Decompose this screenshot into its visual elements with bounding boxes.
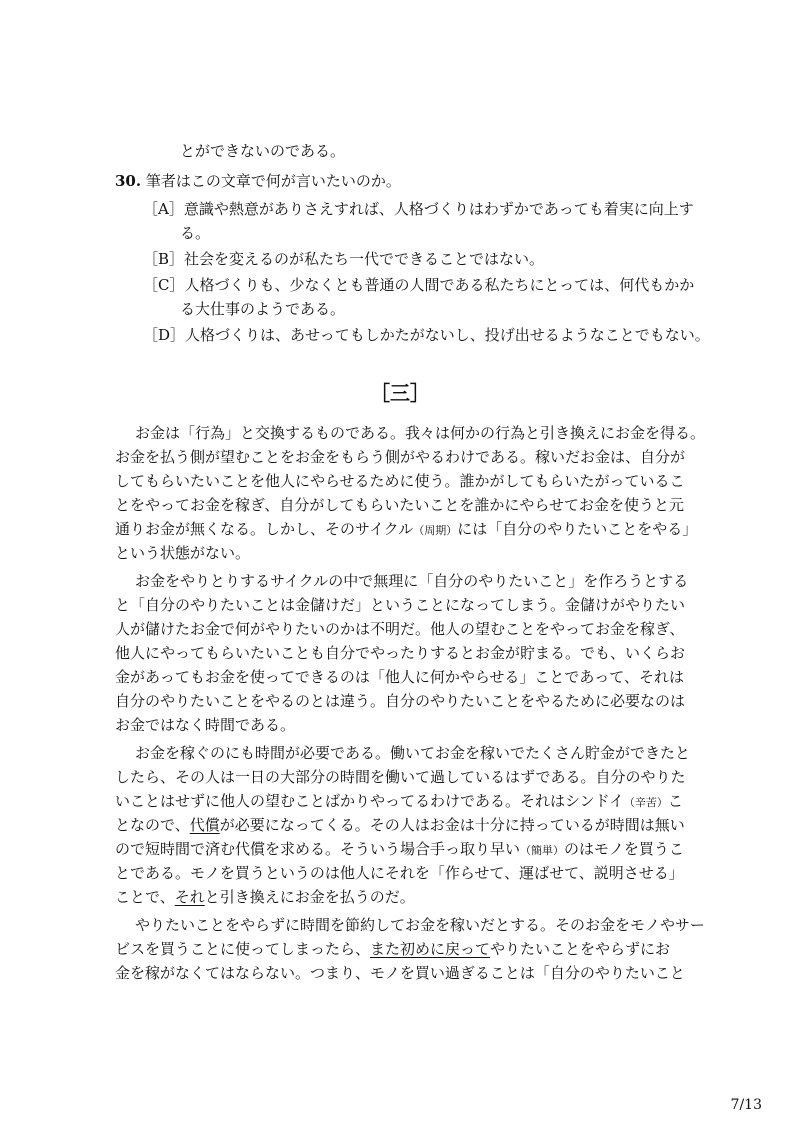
question-30 — [115, 171, 401, 191]
passage-text: いことはせずに他人の望むことばかりやってるわけである。それはシンドイ — [115, 792, 624, 810]
passage-text: と引き換えにお金を払うのだ。 — [204, 888, 415, 906]
passage-text: やりたいことをやらずにお — [490, 940, 671, 958]
passage-text: のはモノを買うこ — [564, 840, 684, 858]
passage-line: したら、その人は一日の大部分の時間を働いて過しているはずである。自分のやりた — [115, 768, 686, 786]
passage-line: 他人にやってもらいたいことも自分でやったりするとお金が貯まる。でも、いくらお — [115, 644, 686, 662]
passage-line: 金を稼がなくてはならない。つまり、モノを買い過ぎることは「自分のやりたいこと — [115, 964, 685, 982]
section-heading: ［三］ — [370, 381, 430, 405]
passage-line: 金があってもお金を使ってできるのは「他人に何かやらせる」ことであって、それは — [115, 668, 684, 686]
passage-line: お金を払う側が望むことをお金をもらう側がやるわけである。稼いだお金は、自分が — [115, 448, 686, 466]
passage-line — [115, 887, 415, 907]
option-c-continued: る大仕事のようである。 — [180, 300, 346, 318]
passage-line: とをやってお金を稼ぎ、自分がしてもらいたいことを誰かにやらせてお金を使うと元 — [115, 496, 684, 514]
passage-line — [115, 791, 683, 813]
passage-line — [115, 839, 684, 861]
passage-line: 自分のやりたいことをやるのとは違う。自分のやりたいことをやるために必要なのは — [115, 692, 686, 710]
passage-line — [115, 519, 697, 541]
option-b-text: 社会を変えるのが私たち一代でできることではない。 — [184, 250, 545, 268]
passage-line: お金を稼ぐのにも時間が必要である。働いてお金を稼いでたくさん貯金ができたと — [135, 744, 691, 762]
option-d[interactable] — [143, 325, 710, 345]
passage-text: が必要になってくる。その人はお金は十分に持っているが時間は無い — [219, 816, 685, 834]
option-c-label: ［C］ — [143, 276, 185, 294]
passage-line: お金ではなく時間である。 — [115, 716, 296, 734]
option-a-text: 意識や熱意がありさえすれば、人格づくりはわずかであっても着実に向上す — [183, 200, 694, 218]
option-a-continued: る。 — [180, 224, 211, 242]
option-a[interactable] — [143, 199, 694, 219]
option-d-label: ［D］ — [143, 326, 186, 344]
underlined-term: 代償 — [189, 816, 220, 834]
passage-line: してもらいたいことを他人にやらせるために使う。誰かがしてもらいたがっているこ — [115, 472, 685, 490]
gloss: （辛苦） — [623, 796, 668, 809]
option-a-label: ［A］ — [143, 200, 184, 218]
option-b[interactable] — [143, 249, 544, 269]
previous-answer-tail: とができないのである。 — [180, 142, 346, 160]
question-text: 筆者はこの文章で何が言いたいのか。 — [145, 172, 401, 190]
passage-text: となので、 — [115, 816, 190, 834]
option-d-text: 人格づくりは、あせってもしかたがないし、投げ出せるようなことでもない。 — [185, 326, 710, 344]
passage-text: ので短時間で済む代償を求める。そういう場合手っ取り早い — [115, 840, 521, 858]
passage-text: には「自分のやりたいことをやる」 — [457, 520, 698, 538]
question-number: 30. — [115, 172, 142, 190]
gloss: （周期） — [413, 524, 458, 537]
passage-text: ことで、 — [115, 888, 175, 906]
passage-text: ビスを買うことに使ってしまったら、 — [115, 940, 371, 958]
underlined-term: それ — [174, 888, 205, 906]
option-b-label: ［B］ — [143, 250, 185, 268]
gloss: （簡単） — [520, 844, 565, 857]
passage-line: やりたいことをやらずに時間を節約してお金を稼いだとする。そのお金をモノやサー — [135, 916, 705, 934]
underlined-term: また初めに戻って — [370, 940, 491, 958]
passage-text: こ — [667, 792, 683, 810]
passage-line: お金は「行為」と交換するものである。我々は何かの行為と引き換えにお金を得る。 — [135, 424, 706, 442]
passage-line: 人が儲けたお金で何がやりたいのかは不明だ。他人の望むことをやってお金を稼ぎ、 — [115, 620, 685, 638]
option-c[interactable] — [143, 275, 694, 295]
passage-line: とである。モノを買うというのは他人にそれを「作らせて、運ばせて、説明させる」 — [115, 864, 684, 882]
option-c-text: 人格づくりも、少なくとも普通の人間である私たちにとっては、何代もかか — [184, 276, 695, 294]
page-number: 7/13 — [730, 1097, 762, 1113]
passage-line: と「自分のやりたいことは金儲けだ」ということになってしまう。金儲けがやりたい — [115, 596, 686, 614]
passage-text: 通りお金が無くなる。しかし、そのサイクル — [115, 520, 414, 538]
passage-line — [115, 939, 670, 959]
passage-line: お金をやりとりするサイクルの中で無理に「自分のやりたいこと」を作ろうとする — [135, 572, 689, 590]
passage-line — [115, 815, 685, 835]
passage-line: という状態がない。 — [115, 544, 251, 562]
